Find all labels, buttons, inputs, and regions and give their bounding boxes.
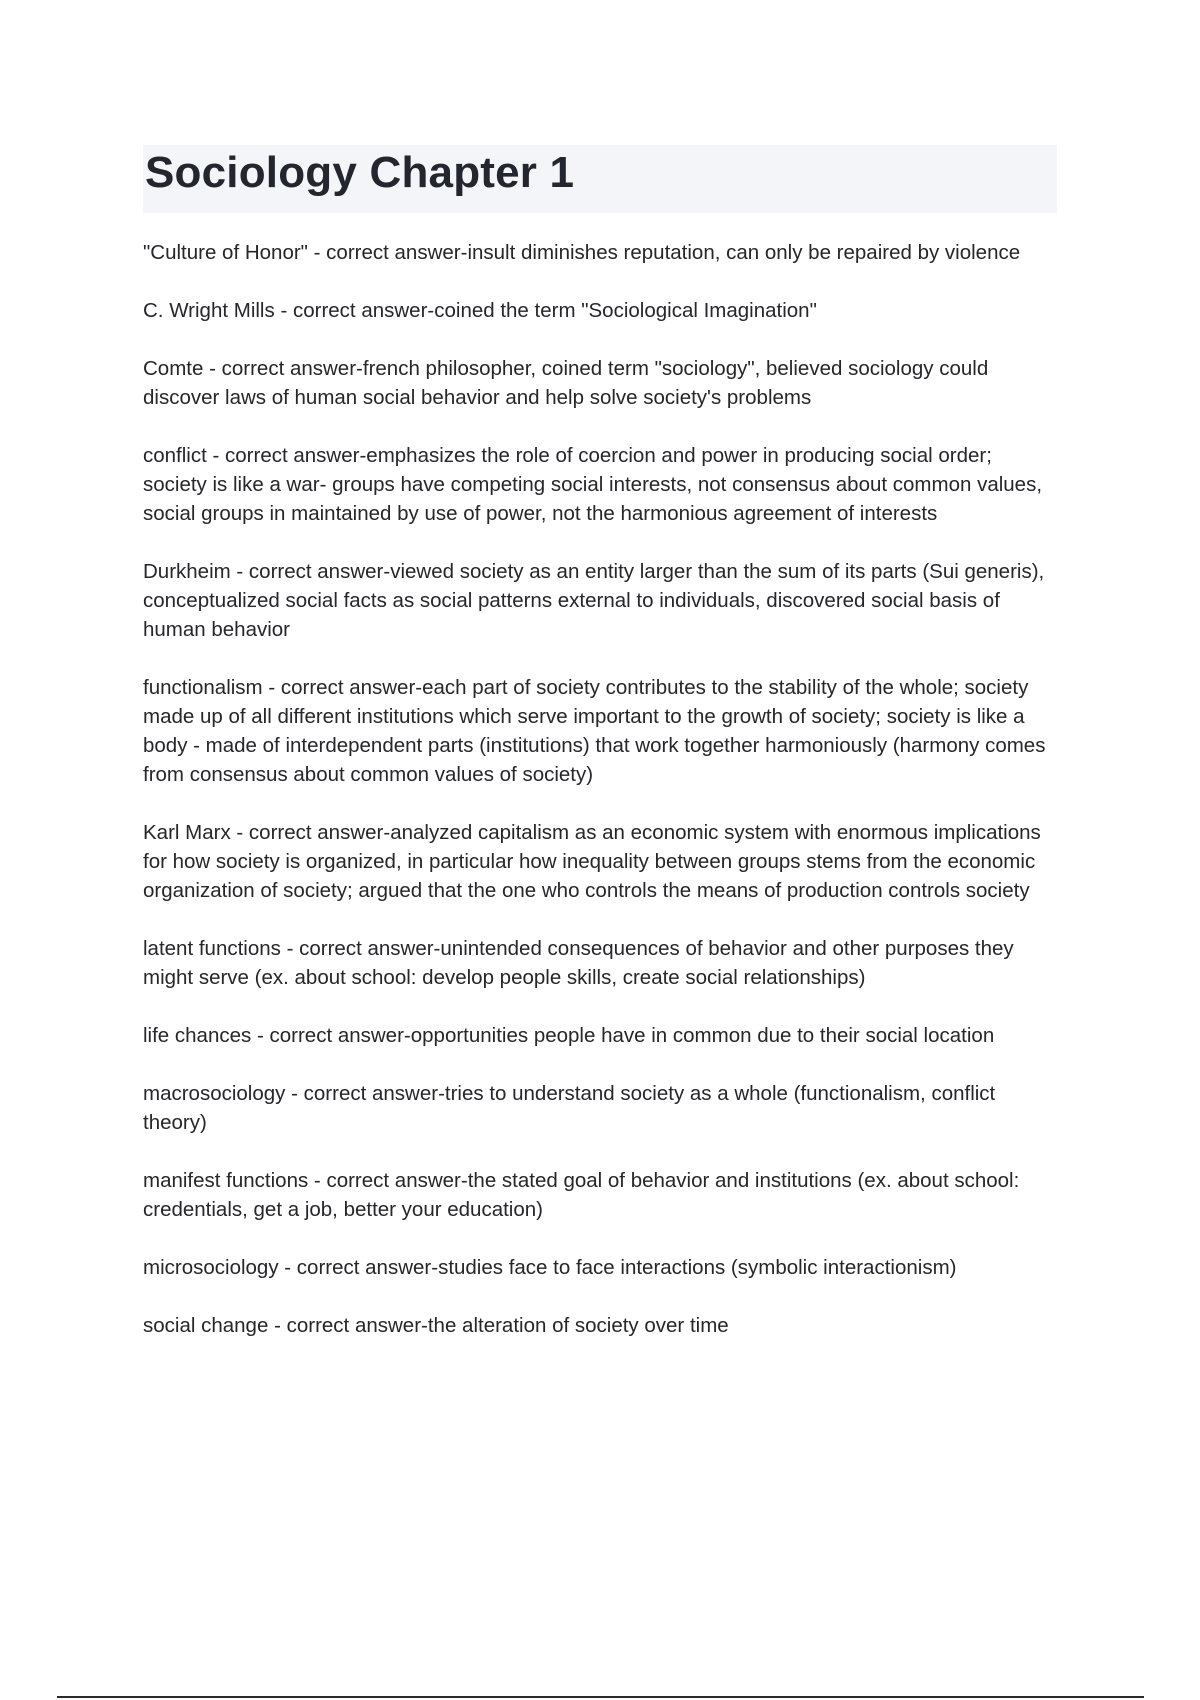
footer-divider (57, 1696, 1144, 1698)
flashcard-entry (143, 673, 1061, 789)
flashcard-entry (143, 1021, 1061, 1050)
answer-separator: - correct answer- (230, 821, 391, 844)
entry-definition: emphasizes the role of coercion and power in producing social order; society is like a war- groups have competing social interests, not consensus about common values, social groups in maintained by use of power, not the harmonious agreement of interests (143, 444, 1043, 525)
entry-term: C. Wright Mills (143, 299, 275, 322)
answer-separator: - correct answer- (206, 444, 367, 467)
flashcard-entry (143, 1166, 1061, 1224)
entry-definition: unintended consequences of behavior and other purposes they might serve (ex. about school: develop people skills, create social relationships) (143, 937, 1014, 989)
entry-term: Durkheim (143, 560, 231, 583)
answer-separator: - correct answer- (230, 560, 391, 583)
entry-definition: coined the term "Sociological Imagination" (434, 299, 817, 322)
flashcard-entry (143, 441, 1061, 528)
entry-term: Karl Marx (143, 821, 231, 844)
entry-definition: studies face to face interactions (symbolic interactionism) (438, 1256, 957, 1279)
page-title: Sociology Chapter 1 (145, 148, 575, 197)
flashcard-entry (143, 354, 1061, 412)
entry-term: functionalism (143, 676, 263, 699)
flashcard-list (143, 238, 1061, 1369)
flashcard-entry (143, 1079, 1061, 1137)
entry-term: "Culture of Honor" (143, 241, 308, 264)
answer-separator: - correct answer- (280, 937, 441, 960)
answer-separator: - correct answer- (307, 241, 468, 264)
entry-definition: the alteration of society over time (427, 1314, 729, 1337)
entry-term: Comte (143, 357, 204, 380)
entry-definition: analyzed capitalism as an economic system with enormous implications for how society is organized, in particular how inequality between groups stems from the economic organization of society; argued that the one who controls the means of production controls society (143, 821, 1041, 902)
entry-term: social change (143, 1314, 269, 1337)
flashcard-entry (143, 1253, 1061, 1282)
flashcard-entry (143, 818, 1061, 905)
answer-separator: - correct answer- (203, 357, 363, 380)
entry-term: manifest functions (143, 1169, 309, 1192)
flashcard-entry (143, 1311, 1061, 1340)
entry-term: life chances (143, 1024, 252, 1047)
answer-separator: - correct answer- (251, 1024, 411, 1047)
flashcard-entry (143, 934, 1061, 992)
flashcard-entry (143, 557, 1061, 644)
entry-definition: tries to understand society as a whole (functionalism, conflict theory) (143, 1082, 996, 1134)
answer-separator: - correct answer- (278, 1256, 439, 1279)
entry-term: microsociology (143, 1256, 279, 1279)
answer-separator: - correct answer- (268, 1314, 428, 1337)
answer-separator: - correct answer- (274, 299, 435, 322)
answer-separator: - correct answer- (308, 1169, 468, 1192)
flashcard-entry (143, 296, 1061, 325)
entry-term: conflict (143, 444, 207, 467)
entry-definition: insult diminishes reputation, can only be repaired by violence (467, 241, 1021, 264)
entry-definition: each part of society contributes to the stability of the whole; society made up of all different institutions which serve important to the growth of society; society is like a body - made of interdependent parts (institutions) that work together harmoniously (harmony comes from consensus about common values of society) (143, 676, 1046, 786)
answer-separator: - correct answer- (262, 676, 423, 699)
entry-definition: viewed society as an entity larger than the sum of its parts (Sui generis), conceptualized social facts as social patterns external to individuals, discovered social basis of human behavior (143, 560, 1045, 641)
title-banner (143, 145, 1057, 213)
entry-term: latent functions (143, 937, 281, 960)
entry-term: macrosociology (143, 1082, 286, 1105)
entry-definition: french philosopher, coined term "sociology", believed sociology could discover laws of human social behavior and help solve society's problems (143, 357, 989, 409)
entry-definition: opportunities people have in common due to their social location (410, 1024, 995, 1047)
flashcard-entry (143, 238, 1061, 267)
entry-definition: the stated goal of behavior and institutions (ex. about school: credentials, get a job, better your education) (143, 1169, 1020, 1221)
answer-separator: - correct answer- (285, 1082, 445, 1105)
